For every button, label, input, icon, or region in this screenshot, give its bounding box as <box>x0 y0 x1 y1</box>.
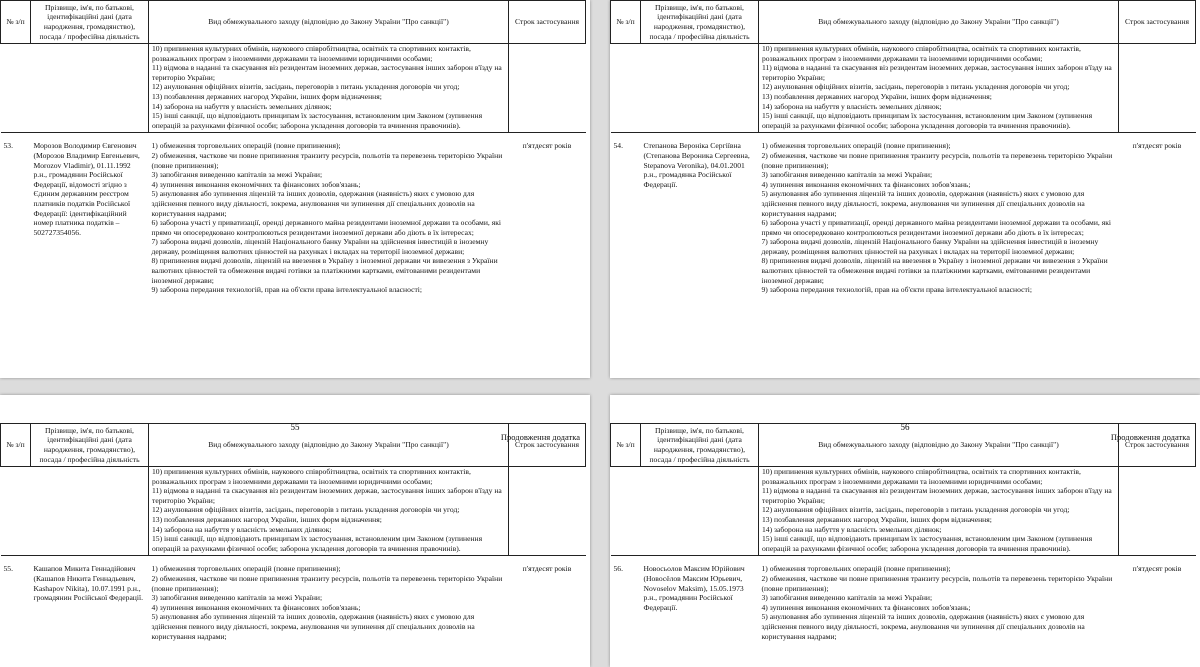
entry-term: п'ятдесят років <box>1132 564 1182 574</box>
entry-person: Степанова Вероніка Сергіївна (Степанова Вероника Сергеевна, Stepanova Veronika), 04.01.2001 р.н., громадянка Російської Федерації. <box>643 141 750 189</box>
header-person: Прізвище, ім'я, по батькові, ідентифікаційні дані (дата народження, громадянство), посада / професійна діяльність <box>641 1 759 44</box>
entry-term: п'ятдесят років <box>1132 141 1182 151</box>
sanctions-table <box>0 0 586 295</box>
measure-item: 12) анулювання офіційних візитів, засідань, переговорів з питань укладення договорів чи угод; <box>762 505 1070 515</box>
measure-item: 3) запобігання виведенню капіталів за межі України; <box>761 593 933 603</box>
measure-item: 4) зупинення виконання економічних та фінансових зобов'язань; <box>151 179 361 189</box>
page-content <box>0 0 586 295</box>
measure-item: 11) відмова в наданні та скасування віз резидентам іноземних держав, застосування інших заборон в'їзду на територію України; <box>152 486 502 505</box>
measure-item: 5) анулювання або зупинення ліцензій та інших дозволів, одержання (наявність) яких є умовою для здійснення певного виду діяльності, зокрема, анулювання чи зупинення дії спеціальних дозволів на користування надрами; <box>151 189 475 218</box>
measure-item: 7) заборона видачі дозволів, ліцензій Національного банку України на здійснення інвестицій в іноземну державу, розміщення валютних цінностей на рахунках і вкладах на території іноземної держави; <box>761 237 1099 256</box>
header-term: Строк застосування <box>1119 424 1196 467</box>
measure-item: 14) заборона на набуття у власність земельних ділянок; <box>152 524 332 534</box>
header-person: Прізвище, ім'я, по батькові, ідентифікаційні дані (дата народження, громадянство), посада / професійна діяльність <box>31 424 149 467</box>
header-number: № з/п <box>611 1 641 44</box>
measure-list <box>149 44 509 133</box>
header-measure: Вид обмежувального заходу (відповідно до Закону України "Про санкції") <box>759 1 1119 44</box>
measure-item: 14) заборона на набуття у власність земельних ділянок; <box>762 101 942 111</box>
measure-item: 3) запобігання виведенню капіталів за межі України; <box>151 170 323 180</box>
header-measure: Вид обмежувального заходу (відповідно до Закону України "Про санкції") <box>149 1 509 44</box>
measure-item: 13) позбавлення державних нагород України, інших форм відзначення; <box>152 91 382 101</box>
measure-item: 4) зупинення виконання економічних та фінансових зобов'язань; <box>151 602 361 612</box>
measure-item: 5) анулювання або зупинення ліцензій та інших дозволів, одержання (наявність) яких є умовою для здійснення певного виду діяльності, зокрема, анулювання чи зупинення дії спеціальних дозволів на користування надрами; <box>761 612 1085 641</box>
measure-list <box>759 556 1119 641</box>
page-number: 55 <box>290 422 300 432</box>
measure-item: 13) позбавлення державних нагород України, інших форм відзначення; <box>762 514 992 524</box>
measure-item: 10) припинення культурних обмінів, наукового співробітництва, освітніх та спортивних контактів, розважальних програм з іноземними державами та іноземними юридичними особами; <box>152 467 471 486</box>
measure-item: 13) позбавлення державних нагород України, інших форм відзначення; <box>152 514 382 524</box>
table-header-row <box>1 1 586 44</box>
header-measure: Вид обмежувального заходу (відповідно до Закону України "Про санкції") <box>149 424 509 467</box>
header-person: Прізвище, ім'я, по батькові, ідентифікаційні дані (дата народження, громадянство), посада / професійна діяльність <box>641 424 759 467</box>
table-row-continuation <box>1 44 586 133</box>
measure-item: 2) обмеження, часткове чи повне припинення транзиту ресурсів, польотів та перевезень територією України (повне припинення); <box>761 150 1113 170</box>
page-number: 56 <box>900 422 910 432</box>
measure-item: 9) заборона передання технологій, прав на об'єкти права інтелектуальної власності; <box>761 285 1033 295</box>
header-number: № з/п <box>611 424 641 467</box>
continuation-label: Продовження додатка <box>1110 432 1190 442</box>
measure-item: 7) заборона видачі дозволів, ліцензій Національного банку України на здійснення інвестицій в іноземну державу, розміщення валютних цінностей на рахунках і вкладах на території іноземної держави; <box>151 237 489 256</box>
document-page-top-left <box>0 0 590 378</box>
header-number: № з/п <box>1 424 31 467</box>
page-content <box>610 0 1196 295</box>
entry-number: 56. <box>613 564 623 574</box>
measure-item: 4) зупинення виконання економічних та фінансових зобов'язань; <box>761 179 971 189</box>
measure-item: 8) припинення видачі дозволів, ліцензій на ввезення в Україну з іноземної держави чи вивезення з України валютних цінностей та обмеження видачі готівки за платіжними картками, емітованими резидентами іноземної держави; <box>151 256 498 285</box>
page-content <box>610 423 1196 641</box>
table-row <box>1 133 586 295</box>
measure-item: 1) обмеження торговельних операцій (повне припинення); <box>151 564 341 574</box>
document-page-bottom-right <box>610 395 1200 667</box>
measure-item: 10) припинення культурних обмінів, наукового співробітництва, освітніх та спортивних контактів, розважальних програм з іноземними державами та іноземними юридичними особами; <box>762 44 1081 63</box>
measure-item: 10) припинення культурних обмінів, наукового співробітництва, освітніх та спортивних контактів, розважальних програм з іноземними державами та іноземними юридичними особами; <box>762 467 1081 486</box>
entry-term: п'ятдесят років <box>522 141 572 151</box>
measure-item: 11) відмова в наданні та скасування віз резидентам іноземних держав, застосування інших заборон в'їзду на територію України; <box>152 63 502 82</box>
table-row-continuation <box>1 467 586 556</box>
sanctions-table <box>610 423 1196 641</box>
document-page-bottom-left <box>0 395 590 667</box>
sanctions-table <box>610 0 1196 295</box>
continuation-label: Продовження додатка <box>500 432 580 442</box>
entry-number: 54. <box>613 141 623 151</box>
measure-item: 2) обмеження, часткове чи повне припинення транзиту ресурсів, польотів та перевезень територією України (повне припинення); <box>151 150 503 170</box>
measure-list <box>759 467 1119 556</box>
header-measure: Вид обмежувального заходу (відповідно до Закону України "Про санкції") <box>759 424 1119 467</box>
measure-item: 15) інші санкції, що відповідають принципам їх застосування, встановленим цим Законом (зупинення операцій за рахунками фізичної особи; заборона укладення договорів та вчинення правочинів). <box>762 111 1093 130</box>
header-term: Строк застосування <box>509 1 586 44</box>
measure-list <box>149 467 509 556</box>
measure-item: 12) анулювання офіційних візитів, засідань, переговорів з питань укладення договорів чи угод; <box>152 505 460 515</box>
table-row <box>611 556 1196 641</box>
measure-item: 6) заборона участі у приватизації, оренді державного майна резидентами іноземної держави та особами, які прямо чи опосередковано контролюються резидентами іноземної держави або діють в їх інтересах; <box>151 218 502 237</box>
sanctions-table <box>0 423 586 641</box>
measure-item: 9) заборона передання технологій, прав на об'єкти права інтелектуальної власності; <box>151 285 423 295</box>
entry-person: Кашапов Микита Геннадійович (Кашапов Никита Геннадьевич, Kashapov Nikita), 10.07.1991 р.н., громадянин Російської Федерації. <box>33 564 143 603</box>
measure-item: 1) обмеження торговельних операцій (повне припинення); <box>761 564 951 574</box>
page-content <box>0 423 586 641</box>
table-header-row <box>611 1 1196 44</box>
table-header-row <box>611 424 1196 467</box>
entry-number: 55. <box>3 564 13 574</box>
entry-person: Новосьолов Максим Юрійович (Новосёлов Максим Юрьевич, Novoselov Maksim), 15.05.1973 р.н., громадянин Російської Федерації. <box>643 564 745 612</box>
measure-item: 13) позбавлення державних нагород України, інших форм відзначення; <box>762 91 992 101</box>
header-term: Строк застосування <box>1119 1 1196 44</box>
measure-list <box>759 133 1119 295</box>
measure-item: 2) обмеження, часткове чи повне припинення транзиту ресурсів, польотів та перевезень територією України (повне припинення); <box>761 573 1113 593</box>
measure-item: 11) відмова в наданні та скасування віз резидентам іноземних держав, застосування інших заборон в'їзду на територію України; <box>762 63 1112 82</box>
entry-term: п'ятдесят років <box>522 564 572 574</box>
table-row-continuation <box>611 467 1196 556</box>
measure-item: 12) анулювання офіційних візитів, засідань, переговорів з питань укладення договорів чи угод; <box>152 82 460 92</box>
table-row <box>611 133 1196 295</box>
measure-item: 4) зупинення виконання економічних та фінансових зобов'язань; <box>761 602 971 612</box>
table-header-row <box>1 424 586 467</box>
measure-item: 8) припинення видачі дозволів, ліцензій на ввезення в Україну з іноземної держави чи вивезення з України валютних цінностей та обмеження видачі готівки за платіжними картками, емітованими резидентами іноземної держави; <box>761 256 1108 285</box>
measure-item: 10) припинення культурних обмінів, наукового співробітництва, освітніх та спортивних контактів, розважальних програм з іноземними державами та іноземними юридичними особами; <box>152 44 471 63</box>
measure-item: 5) анулювання або зупинення ліцензій та інших дозволів, одержання (наявність) яких є умовою для здійснення певного виду діяльності, зокрема, анулювання чи зупинення дії спеціальних дозволів на користування надрами; <box>151 612 475 641</box>
measure-item: 15) інші санкції, що відповідають принципам їх застосування, встановленим цим Законом (зупинення операцій за рахунками фізичної особи; заборона укладення договорів та вчинення правочинів). <box>152 534 483 553</box>
measure-list <box>149 133 509 295</box>
measure-item: 2) обмеження, часткове чи повне припинення транзиту ресурсів, польотів та перевезень територією України (повне припинення); <box>151 573 503 593</box>
header-number: № з/п <box>1 1 31 44</box>
header-person: Прізвище, ім'я, по батькові, ідентифікаційні дані (дата народження, громадянство), посада / професійна діяльність <box>31 1 149 44</box>
measure-item: 14) заборона на набуття у власність земельних ділянок; <box>152 101 332 111</box>
document-page-top-right <box>610 0 1200 378</box>
measure-list <box>149 556 509 641</box>
measure-item: 11) відмова в наданні та скасування віз резидентам іноземних держав, застосування інших заборон в'їзду на територію України; <box>762 486 1112 505</box>
entry-number: 53. <box>3 141 13 151</box>
measure-item: 1) обмеження торговельних операцій (повне припинення); <box>761 141 951 151</box>
measure-item: 5) анулювання або зупинення ліцензій та інших дозволів, одержання (наявність) яких є умовою для здійснення певного виду діяльності, зокрема, анулювання чи зупинення дії спеціальних дозволів на користування надрами; <box>761 189 1085 218</box>
table-row <box>1 556 586 641</box>
measure-item: 6) заборона участі у приватизації, оренді державного майна резидентами іноземної держави та особами, які прямо чи опосередковано контролюються резидентами іноземної держави або діють в їх інтересах; <box>761 218 1112 237</box>
measure-item: 3) запобігання виведенню капіталів за межі України; <box>761 170 933 180</box>
measure-list <box>759 44 1119 133</box>
measure-item: 1) обмеження торговельних операцій (повне припинення); <box>151 141 341 151</box>
measure-item: 3) запобігання виведенню капіталів за межі України; <box>151 593 323 603</box>
table-row-continuation <box>611 44 1196 133</box>
entry-person: Морозов Володимир Євгенович (Морозов Владимир Евгеньевич, Morozov Vladimir), 01.11.1992 р.н., громадянин Російської Федерації, відомості згідно з Єдиним державним реєстром платників податків Російської Федерації: ідентифікаційний номер платника податків – 502727354056. <box>33 141 140 237</box>
header-term: Строк застосування <box>509 424 586 467</box>
measure-item: 12) анулювання офіційних візитів, засідань, переговорів з питань укладення договорів чи угод; <box>762 82 1070 92</box>
measure-item: 15) інші санкції, що відповідають принципам їх застосування, встановленим цим Законом (зупинення операцій за рахунками фізичної особи; заборона укладення договорів та вчинення правочинів). <box>152 111 483 130</box>
measure-item: 15) інші санкції, що відповідають принципам їх застосування, встановленим цим Законом (зупинення операцій за рахунками фізичної особи; заборона укладення договорів та вчинення правочинів). <box>762 534 1093 553</box>
measure-item: 14) заборона на набуття у власність земельних ділянок; <box>762 524 942 534</box>
